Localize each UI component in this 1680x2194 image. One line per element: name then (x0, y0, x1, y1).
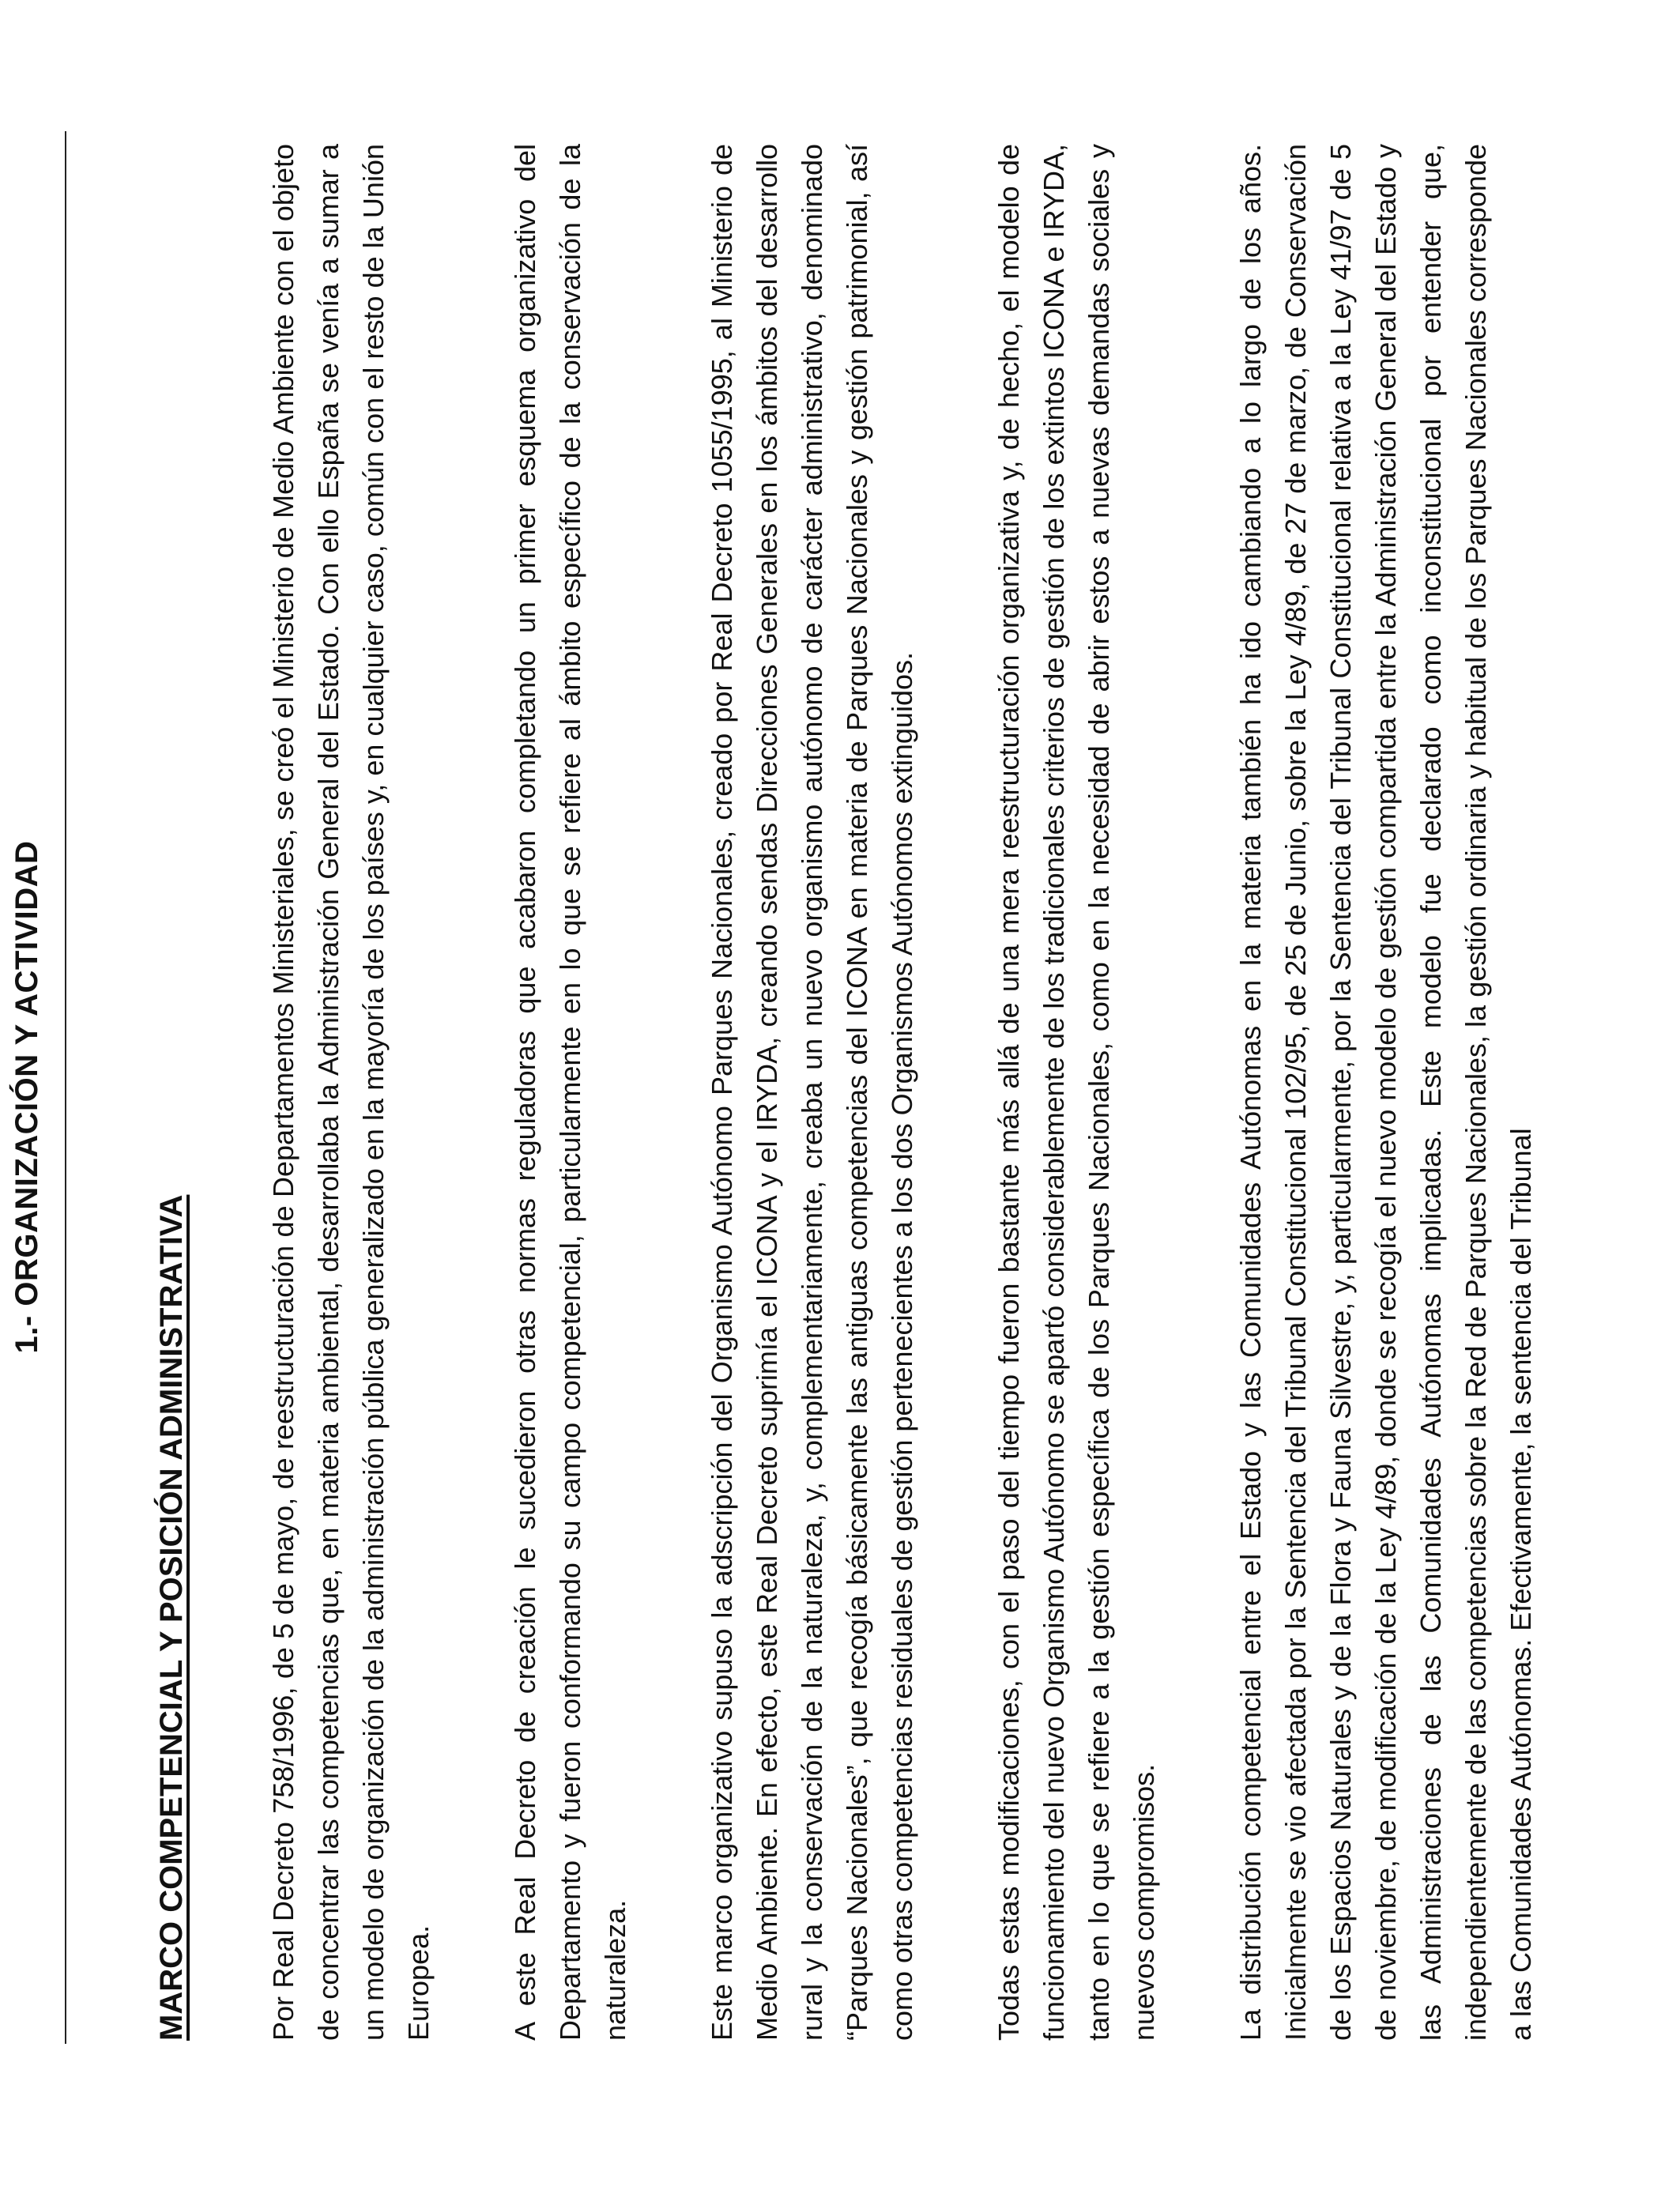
header-rule (65, 131, 66, 2044)
paragraph-5: La distribución competencial entre el Estado y las Comunidades Autónomas en la materia también ha ido cambiando a lo largo de los años. Inicialmente se vio afectada por la Sentencia del Tribunal Constitucional 102/95, de 25 de Junio, sobre la Ley 4/89, de 27 de marzo, de Conservación de los Espacios Naturales y de la Flora y Fauna Silvestre, y, particularmente, por la Sentencia del Tribunal Constitucional relativa a la Ley 41/97 de 5 de noviembre, de modificación de la Ley 4/89, donde se recogía el nuevo modelo de gestión compartida entre la Administración General del Estado y las Administraciones de las Comunidades Autónomas implicadas. Este modelo fue declarado como inconstitucional por entender que, independientemente de las competencias sobre la Red de Parques Nacionales, la gestión ordinaria y habitual de los Parques Nacionales corresponde a las Comunidades Autónomas. Efectivamente, la sentencia del Tribunal (1234, 144, 1537, 2041)
paragraph-4: Todas estas modificaciones, con el paso del tiempo fueron bastante más allá de una mera reestructuración organizativa y, de hecho, el modelo de funcionamiento del nuevo Organismo Autónomo se apartó considerablemente de los tradicionales criterios de gestión de los extintos ICONA e IRYDA, tanto en lo que se refiere a la gestión específica de los Parques Nacionales, como en la necesidad de abrir estos a nuevas demandas sociales y nuevos compromisos. (993, 144, 1160, 2041)
paragraph-3: Este marco organizativo supuso la adscripción del Organismo Autónomo Parques Nacionales, creado por Real Decreto 1055/1995, al Ministerio de Medio Ambiente. En efecto, este Real Decreto suprimía el ICONA y el IRYDA, creando sendas Direcciones Generales en los ámbitos del desarrollo rural y la conservación de la naturaleza, y, complementariamente, creaba un nuevo organismo autónomo de carácter administrativo, denominado “Parques Nacionales”, que recogía básicamente las antiguas competencias del ICONA en materia de Parques Nacionales y gestión patrimonial, así como otras competencias residuales de gestión pertenecientes a los dos Organismos Autónomos extinguidos. (706, 144, 918, 2041)
paragraph-1: Por Real Decreto 758/1996, de 5 de mayo, de reestructuración de Departamentos Ministeriales, se creó el Ministerio de Medio Ambiente con el objeto de concentrar las competencias que, en materia ambiental, desarrollaba la Administración General del Estado. Con ello España se venía a sumar a un modelo de organización de la administración pública generalizado en la mayoría de los países y, en cualquier caso, común con el resto de la Unión Europea. (267, 144, 435, 2041)
paragraph-2: A este Real Decreto de creación le sucedieron otras normas reguladoras que acabaron completando un primer esquema organizativo del Departamento y fueron conformando su campo competencial, particularmente en lo que se refiere al ámbito específico de la conservación de la naturaleza. (509, 144, 631, 2041)
document-title: 1.- ORGANIZACIÓN Y ACTIVIDAD (9, 840, 44, 1354)
section-heading: MARCO COMPETENCIAL Y POSICIÓN ADMINISTRATIVA (154, 1194, 189, 2041)
body-text (261, 144, 1605, 2041)
